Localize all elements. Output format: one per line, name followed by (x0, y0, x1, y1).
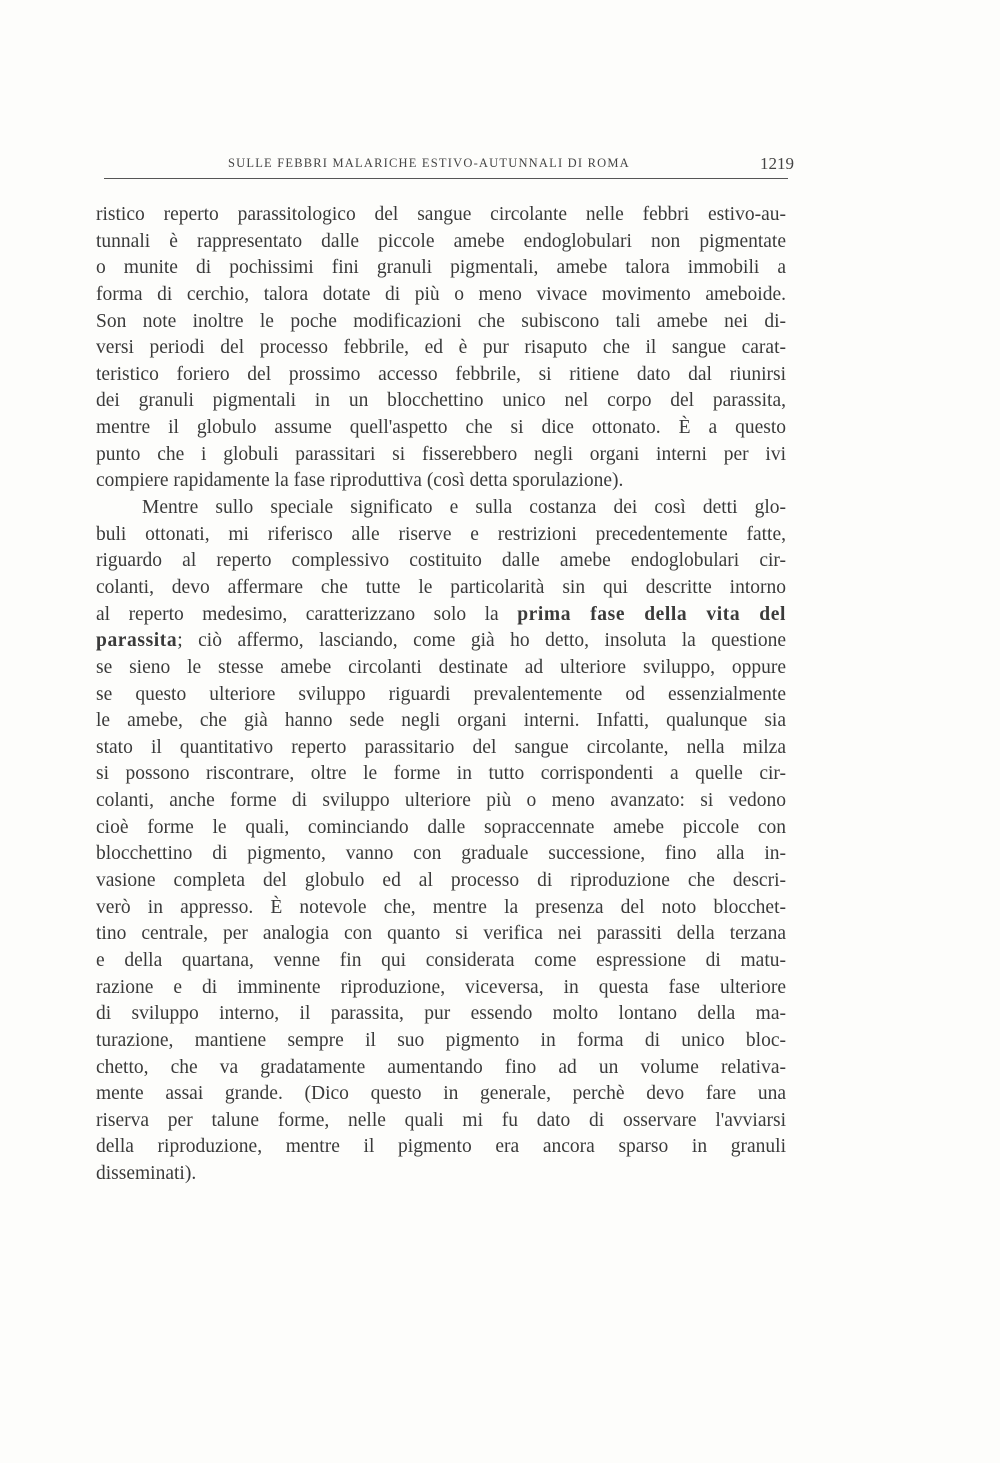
text-line: tino centrale, per analogia con quanto si verifica nei parassiti della terzana (96, 923, 786, 945)
text-line: le amebe, che già hanno sede negli organi interni. Infatti, qualunque sia (96, 710, 786, 732)
text-line: Son note inoltre le poche modificazioni che subiscono tali amebe nei di- (96, 310, 786, 332)
text-line: riserva per talune forme, nelle quali mi fu dato di osservare l'avviarsi (96, 1109, 786, 1131)
running-header (104, 152, 794, 179)
text-line: compiere rapidamente la fase riproduttiva (così detta sporulazione). (96, 470, 624, 492)
text-line: se sieno le stesse amebe circolanti destinate ad ulteriore sviluppo, oppure (96, 656, 786, 678)
page-number: 1219 (760, 154, 794, 173)
text-line: chetto, che va gradatamente aumentando fino ad un volume relativa- (96, 1056, 786, 1078)
text-line-with-emphasis (96, 602, 786, 629)
text-line: colanti, devo affermare che tutte le particolarità sin qui descritte intorno (96, 576, 786, 598)
paragraph-first-line: Mentre sullo speciale significato e sulla costanza dei così detti glo- (142, 497, 786, 519)
emphasis-text: parassita (96, 630, 178, 652)
text-line: teristico foriero del prossimo accesso febbrile, si ritiene dato dal riunirsi (96, 363, 786, 385)
text-line: mente assai grande. (Dico questo in generale, perchè devo fare una (96, 1083, 786, 1105)
text-line-with-emphasis (96, 628, 786, 655)
emphasis-text: prima fase della vita del (517, 603, 786, 625)
body-text (96, 202, 786, 1188)
text-line: dei granuli pigmentali in un blocchettino unico nel corpo del parassita, (96, 390, 786, 412)
text-segment: al reperto medesimo, caratterizzano solo la (96, 603, 499, 625)
text-line: se questo ulteriore sviluppo riguardi prevalentemente od essenzialmente (96, 683, 786, 705)
text-line: mentre il globulo assume quell'aspetto che si dice ottonato. È a questo (96, 417, 786, 439)
text-line: versi periodi del processo febbrile, ed è pur risaputo che il sangue carat- (96, 337, 786, 359)
running-title: SULLE FEBBRI MALARICHE ESTIVO-AUTUNNALI DI ROMA (228, 156, 630, 170)
text-line: si possono riscontrare, oltre le forme in tutto corrispondenti a quelle cir- (96, 763, 786, 785)
text-line: cioè forme le quali, cominciando dalle sopraccennate amebe piccole con (96, 816, 786, 838)
text-line: o munite di pochissimi fini granuli pigmentali, amebe talora immobili a (96, 257, 786, 279)
text-line: turazione, mantiene sempre il suo pigmento in forma di unico bloc- (96, 1029, 786, 1051)
text-line: ristico reperto parassitologico del sangue circolante nelle febbri estivo-au- (96, 204, 786, 225)
text-line: tunnali è rappresentato dalle piccole amebe endoglobulari non pigmentate (96, 230, 786, 252)
text-line: punto che i globuli parassitari si fisserebbero negli organi interni per ivi (96, 443, 786, 465)
text-line: blocchettino di pigmento, vanno con graduale successione, fino alla in- (96, 843, 786, 865)
text-line: della riproduzione, mentre il pigmento era ancora sparso in granuli (96, 1136, 786, 1158)
text-segment: ; ciò affermo, lasciando, come già ho detto, insoluta la questione (177, 630, 786, 652)
text-line: disseminati). (96, 1163, 197, 1185)
text-line: riguardo al reperto complessivo costituito dalle amebe endoglobulari cir- (96, 550, 786, 572)
text-line: di sviluppo interno, il parassita, pur essendo molto lontano della ma- (96, 1003, 786, 1025)
text-line: buli ottonati, mi riferisco alle riserve e restrizioni precedentemente fatte, (96, 523, 786, 545)
text-line: e della quartana, venne fin qui considerata come espressione di matu- (96, 949, 786, 971)
text-line: colanti, anche forme di sviluppo ulteriore più o meno avanzato: si vedono (96, 790, 786, 812)
text-line: vasione completa del globulo ed al processo di riproduzione che descri- (96, 870, 786, 892)
text-line: verò in appresso. È notevole che, mentre la presenza del noto blocchet- (96, 896, 786, 918)
text-line: forma di cerchio, talora dotate di più o meno vivace movimento ameboide. (96, 283, 786, 305)
text-line: razione e di imminente riproduzione, viceversa, in questa fase ulteriore (96, 976, 786, 998)
text-line: stato il quantitativo reperto parassitario del sangue circolante, nella milza (96, 736, 786, 758)
